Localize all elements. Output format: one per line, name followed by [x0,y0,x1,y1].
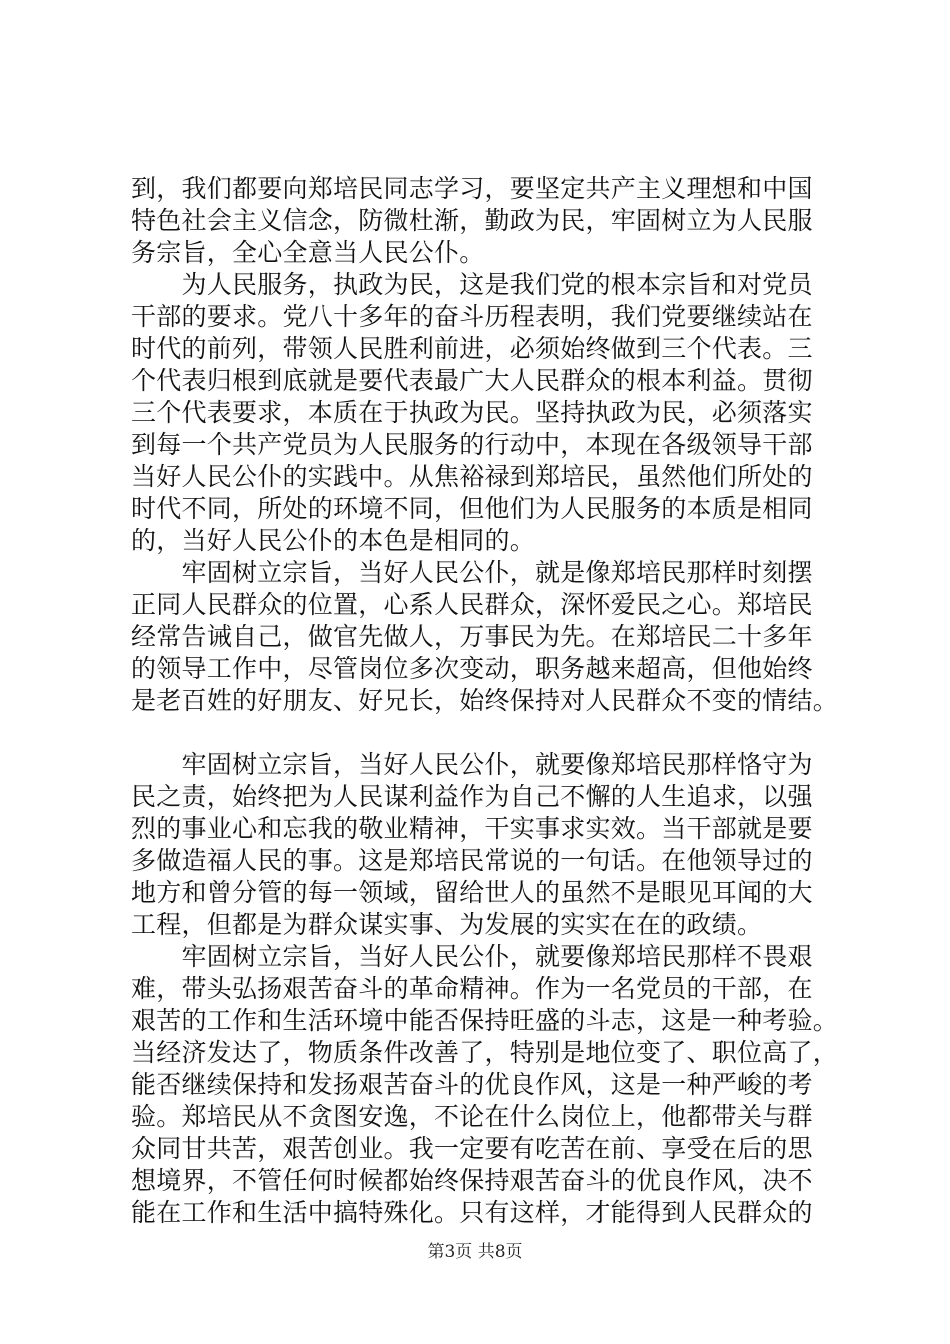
text-line: 为人民服务，执政为民，这是我们党的根本宗旨和对党员 [131,270,813,299]
text-line: 特色社会主义信念，防微杜渐，勤政为民，牢固树立为人民服 [131,206,813,235]
text-line: 是老百姓的好朋友、好兄长，始终保持对人民群众不变的情结。 [131,686,839,715]
text-line: 时代的前列，带领人民胜利前进，必须始终做到三个代表。三 [131,334,813,363]
paragraph-1 [131,173,826,269]
text-line: 难，带头弘扬艰苦奋斗的革命精神。作为一名党员的干部，在 [131,974,813,1003]
text-line: 的领导工作中，尽管岗位多次变动，职务越来超高，但他始终 [131,654,813,683]
paragraph-gap [131,717,826,749]
text-line: 当经济发达了，物质条件改善了，特别是地位变了、职位高了， [131,1038,839,1067]
paragraph-3 [131,557,839,717]
paragraph-2 [131,269,826,557]
document-body [131,173,839,1229]
text-line: 牢固树立宗旨，当好人民公仆，就要像郑培民那样不畏艰 [131,942,813,971]
text-line: 三个代表要求，本质在于执政为民。坚持执政为民，必须落实 [131,398,813,427]
text-line: 工程，但都是为群众谋实事、为发展的实实在在的政绩。 [131,910,763,939]
page-number-footer: 第3页 共8页 [427,1242,523,1262]
text-line: 个代表归根到底就是要代表最广大人民群众的根本利益。贯彻 [131,366,813,395]
text-line: 干部的要求。党八十多年的奋斗历程表明，我们党要继续站在 [131,302,813,331]
text-line: 验。郑培民从不贪图安逸，不论在什么岗位上，他都带关与群 [131,1102,813,1131]
paragraph-5 [131,941,839,1229]
text-line: 当好人民公仆的实践中。从焦裕禄到郑培民，虽然他们所处的 [131,462,813,491]
text-line: 烈的事业心和忘我的敬业精神，干实事求实效。当干部就是要 [131,814,813,843]
text-line: 众同甘共苦，艰苦创业。我一定要有吃苦在前、享受在后的思 [131,1134,813,1163]
text-line: 时代不同，所处的环境不同，但他们为人民服务的本质是相同 [131,494,813,523]
text-line: 多做造福人民的事。这是郑培民常说的一句话。在他领导过的 [131,846,813,875]
text-line: 的，当好人民公仆的本色是相同的。 [131,526,536,555]
text-line: 能否继续保持和发扬艰苦奋斗的优良作风，这是一种严峻的考 [131,1070,813,1099]
text-line: 能在工作和生活中搞特殊化。只有这样，才能得到人民群众的 [131,1198,813,1227]
text-line: 艰苦的工作和生活环境中能否保持旺盛的斗志，这是一种考验。 [131,1006,839,1035]
text-line: 到，我们都要向郑培民同志学习，要坚定共产主义理想和中国 [131,174,813,203]
text-line: 想境界，不管任何时候都始终保持艰苦奋斗的优良作风，决不 [131,1166,813,1195]
text-line: 牢固树立宗旨，当好人民公仆，就要像郑培民那样恪守为 [131,750,813,779]
text-line: 经常告诫自己，做官先做人，万事民为先。在郑培民二十多年 [131,622,813,651]
text-line: 牢固树立宗旨，当好人民公仆，就是像郑培民那样时刻摆 [131,558,813,587]
paragraph-4 [131,749,826,941]
text-line: 到每一个共产党员为人民服务的行动中，本现在各级领导干部 [131,430,813,459]
text-line: 务宗旨，全心全意当人民公仆。 [131,238,485,267]
text-line: 地方和曾分管的每一领域，留给世人的虽然不是眼见耳闻的大 [131,878,813,907]
text-line: 民之责，始终把为人民谋利益作为自己不懈的人生追求，以强 [131,782,813,811]
text-line: 正同人民群众的位置，心系人民群众，深怀爱民之心。郑培民 [131,590,813,619]
